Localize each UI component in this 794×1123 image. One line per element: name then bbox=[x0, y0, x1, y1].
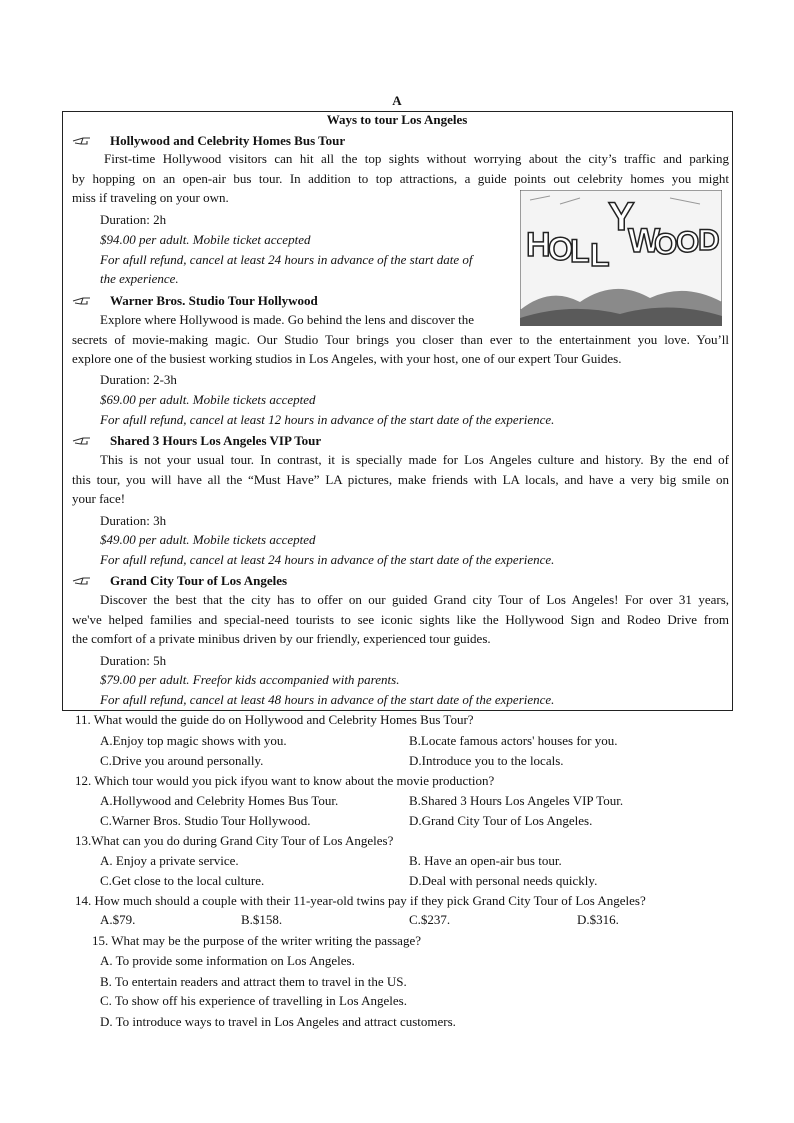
answer-option[interactable]: B.Locate famous actors' houses for you. bbox=[409, 733, 618, 748]
answer-option[interactable]: D.Grand City Tour of Los Angeles. bbox=[409, 813, 593, 828]
tour-title: Grand City Tour of Los Angeles bbox=[110, 573, 288, 588]
tour-desc-line: Discover the best that the city has to offer on our guided Grand city Tour of Los Angeles! For over 31 years, bbox=[100, 592, 729, 607]
sign-letter: D bbox=[698, 224, 720, 257]
answer-option[interactable]: B. Have an open-air bus tour. bbox=[409, 853, 562, 868]
tour-desc-line: secrets of movie-making magic. Our Studio Tour brings you closer than ever to the entertainment you love. You’ll bbox=[72, 332, 729, 347]
question-stem: 12. Which tour would you pick ifyou want to know about the movie production? bbox=[75, 773, 495, 788]
answer-option[interactable]: C.Drive you around personally. bbox=[100, 753, 264, 768]
answer-option[interactable]: B.$158. bbox=[241, 912, 283, 927]
tour-desc-line: we've helped families and special-need tourists to see iconic sights like the Hollywood Sign and Rodeo Drive from bbox=[72, 612, 729, 627]
tour-refund: For afull refund, cancel at least 24 hours in advance of the start date of bbox=[100, 252, 473, 267]
answer-option[interactable]: C.$237. bbox=[409, 912, 451, 927]
sign-letter: Y bbox=[608, 195, 635, 239]
tour-desc-line: miss if traveling on your own. bbox=[72, 190, 229, 205]
sign-letter: O bbox=[548, 231, 573, 267]
tour-price: $69.00 per adult. Mobile tickets accepted bbox=[100, 392, 316, 407]
tour-desc-line: the comfort of a private minibus driven by our friendly, experienced tour guides. bbox=[72, 631, 491, 646]
pointing-hand-icon bbox=[72, 435, 92, 447]
tour-desc-line: explore one of the busiest working studios in Los Angeles, with your host, one of our expert Tour Guides. bbox=[72, 351, 622, 366]
answer-option[interactable]: B.Shared 3 Hours Los Angeles VIP Tour. bbox=[409, 793, 624, 808]
sign-letter: H bbox=[526, 226, 551, 264]
pointing-hand-icon bbox=[72, 295, 92, 307]
tour-refund: the experience. bbox=[100, 271, 179, 286]
tour-title: Shared 3 Hours Los Angeles VIP Tour bbox=[110, 433, 322, 448]
sign-letter: O bbox=[654, 228, 678, 261]
tour-desc-line: Explore where Hollywood is made. Go behind the lens and discover the bbox=[100, 312, 475, 327]
answer-option[interactable]: A.Hollywood and Celebrity Homes Bus Tour. bbox=[100, 793, 339, 808]
answer-option[interactable]: C.Warner Bros. Studio Tour Hollywood. bbox=[100, 813, 311, 828]
tour-refund: For afull refund, cancel at least 48 hours in advance of the start date of the experience. bbox=[100, 692, 555, 707]
answer-option[interactable]: D.Introduce you to the locals. bbox=[409, 753, 564, 768]
answer-option[interactable]: D. To introduce ways to travel in Los Angeles and attract customers. bbox=[100, 1014, 456, 1029]
tour-desc-line: this tour, you will have all the “Must Have” LA pictures, make friends with LA locals, and have a very big smile on bbox=[72, 472, 729, 487]
hollywood-sign-image bbox=[520, 190, 722, 326]
question-stem: 13.What can you do during Grand City Tour of Los Angeles? bbox=[75, 833, 394, 848]
tour-title: Hollywood and Celebrity Homes Bus Tour bbox=[110, 133, 346, 148]
sign-letter: W bbox=[628, 222, 661, 260]
tour-desc-line: by hopping on an open-air bus tour. In addition to top attractions, a guide points out celebrity homes you might bbox=[72, 171, 729, 186]
tour-duration: Duration: 2h bbox=[100, 212, 167, 227]
sign-letter: L bbox=[590, 237, 610, 273]
tour-duration: Duration: 5h bbox=[100, 653, 167, 668]
answer-option[interactable]: D.$316. bbox=[577, 912, 619, 927]
pointing-hand-icon bbox=[72, 135, 92, 147]
tour-price: $94.00 per adult. Mobile ticket accepted bbox=[100, 232, 311, 247]
answer-option[interactable]: C.Get close to the local culture. bbox=[100, 873, 265, 888]
answer-option[interactable]: D.Deal with personal needs quickly. bbox=[409, 873, 598, 888]
box-title: Ways to tour Los Angeles bbox=[326, 112, 468, 127]
answer-option[interactable]: A. To provide some information on Los Angeles. bbox=[100, 953, 355, 968]
tour-duration: Duration: 2-3h bbox=[100, 372, 177, 387]
section-letter: A bbox=[392, 93, 402, 108]
pointing-hand-icon bbox=[72, 575, 92, 587]
tour-refund: For afull refund, cancel at least 12 hours in advance of the start date of the experience. bbox=[100, 412, 555, 427]
question-stem: 11. What would the guide do on Hollywood and Celebrity Homes Bus Tour? bbox=[75, 712, 474, 727]
tour-refund: For afull refund, cancel at least 24 hours in advance of the start date of the experience. bbox=[100, 552, 555, 567]
answer-option[interactable]: A.$79. bbox=[100, 912, 136, 927]
question-stem: 14. How much should a couple with their 11-year-old twins pay if they pick Grand City Tour of Los Angeles? bbox=[75, 893, 646, 908]
tour-price: $79.00 per adult. Freefor kids accompanied with parents. bbox=[100, 672, 400, 687]
question-stem: 15. What may be the purpose of the writer writing the passage? bbox=[92, 933, 421, 948]
tour-title: Warner Bros. Studio Tour Hollywood bbox=[110, 293, 318, 308]
tour-duration: Duration: 3h bbox=[100, 513, 167, 528]
answer-option[interactable]: C. To show off his experience of travelling in Los Angeles. bbox=[100, 993, 407, 1008]
answer-option[interactable]: A. Enjoy a private service. bbox=[100, 853, 239, 868]
sign-letter: L bbox=[570, 233, 590, 269]
answer-option[interactable]: A.Enjoy top magic shows with you. bbox=[100, 733, 287, 748]
sign-letter: O bbox=[676, 226, 700, 259]
answer-option[interactable]: B. To entertain readers and attract them to travel in the US. bbox=[100, 974, 407, 989]
tour-desc-line: This is not your usual tour. In contrast, it is specially made for Los Angeles culture and history. By the end of bbox=[100, 452, 729, 467]
tour-desc-line: your face! bbox=[72, 491, 126, 506]
tour-price: $49.00 per adult. Mobile tickets accepted bbox=[100, 532, 316, 547]
tour-desc-line: First-time Hollywood visitors can hit all the top sights without worrying about the city’s traffic and parking bbox=[104, 151, 729, 166]
